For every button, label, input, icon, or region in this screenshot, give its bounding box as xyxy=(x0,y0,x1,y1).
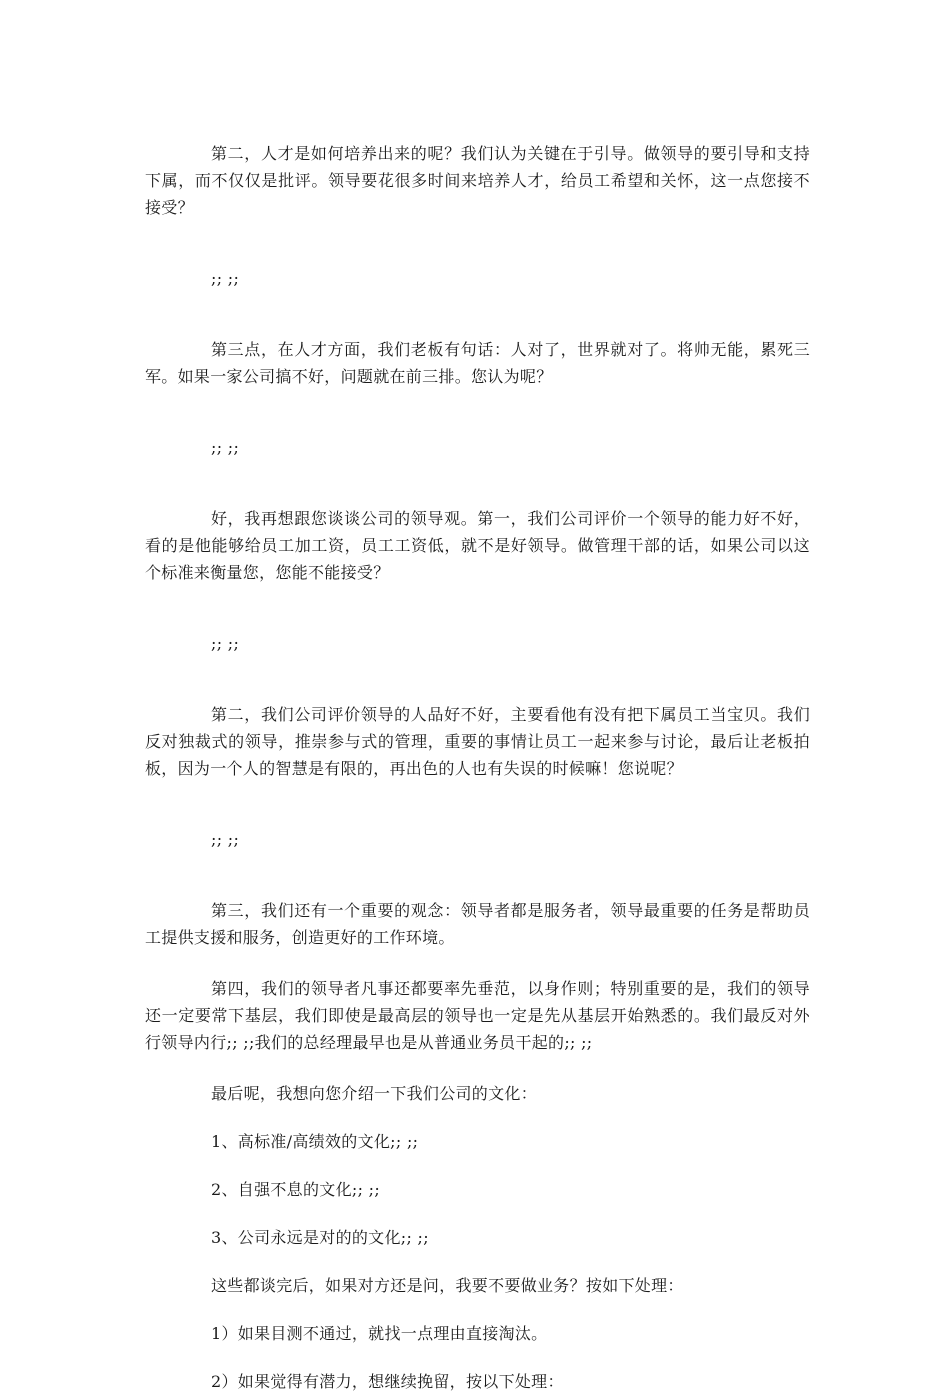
paragraph-talent-training: 第二，人才是如何培养出来的呢？我们认为关键在于引导。做领导的要引导和支持下属，而不仅仅是批评。领导要花很多时间来培养人才，给员工希望和关怀，这一点您接不接受？ xyxy=(145,144,810,217)
culture-item-3: 3、公司永远是对的的文化;; ;; xyxy=(211,1228,429,1247)
handling-item-1: 1）如果目测不通过，就找一点理由直接淘汰。 xyxy=(211,1324,548,1343)
paragraph-leadership-fourth: 第四，我们的领导者凡事还都要率先垂范，以身作则；特别重要的是，我们的领导还一定要常下基层，我们即使是最高层的领导也一定是先从基层开始熟悉的。我们最反对外行领导内行;; ;;我们的总经理最早也是从普通业务员干起的;; ;; xyxy=(145,979,810,1052)
separator-line: ;; ;; xyxy=(211,830,240,849)
paragraph-leadership-second: 第二，我们公司评价领导的人品好不好，主要看他有没有把下属员工当宝贝。我们反对独裁式的领导，推崇参与式的管理，重要的事情让员工一起来参与讨论，最后让老板拍板，因为一个人的智慧是有限的，再出色的人也有失误的时候嘛！您说呢？ xyxy=(145,705,810,778)
separator-line: ;; ;; xyxy=(211,634,240,653)
paragraph-culture-intro: 最后呢，我想向您介绍一下我们公司的文化： xyxy=(211,1084,538,1103)
paragraph-leadership-view-first: 好，我再想跟您谈谈公司的领导观。第一，我们公司评价一个领导的能力好不好，看的是他能够给员工加工资，员工工资低，就不是好领导。做管理干部的话，如果公司以这个标准来衡量您，您能不能接受？ xyxy=(145,509,810,582)
paragraph-talent-boss-saying: 第三点，在人才方面，我们老板有句话：人对了，世界就对了。将帅无能，累死三军。如果一家公司搞不好，问题就在前三排。您认为呢？ xyxy=(145,340,810,386)
handling-item-2: 2）如果觉得有潜力，想继续挽留，按以下处理： xyxy=(211,1372,564,1391)
paragraph-leadership-third: 第三，我们还有一个重要的观念：领导者都是服务者，领导最重要的任务是帮助员工提供支援和服务，创造更好的工作环境。 xyxy=(145,901,810,947)
paragraph-handling-intro: 这些都谈完后，如果对方还是问，我要不要做业务？按如下处理： xyxy=(211,1276,684,1295)
separator-line: ;; ;; xyxy=(211,269,240,288)
culture-item-1: 1、高标准/高绩效的文化;; ;; xyxy=(211,1132,419,1151)
separator-line: ;; ;; xyxy=(211,438,240,457)
document-page xyxy=(145,140,810,1395)
culture-item-2: 2、自强不息的文化;; ;; xyxy=(211,1180,381,1199)
